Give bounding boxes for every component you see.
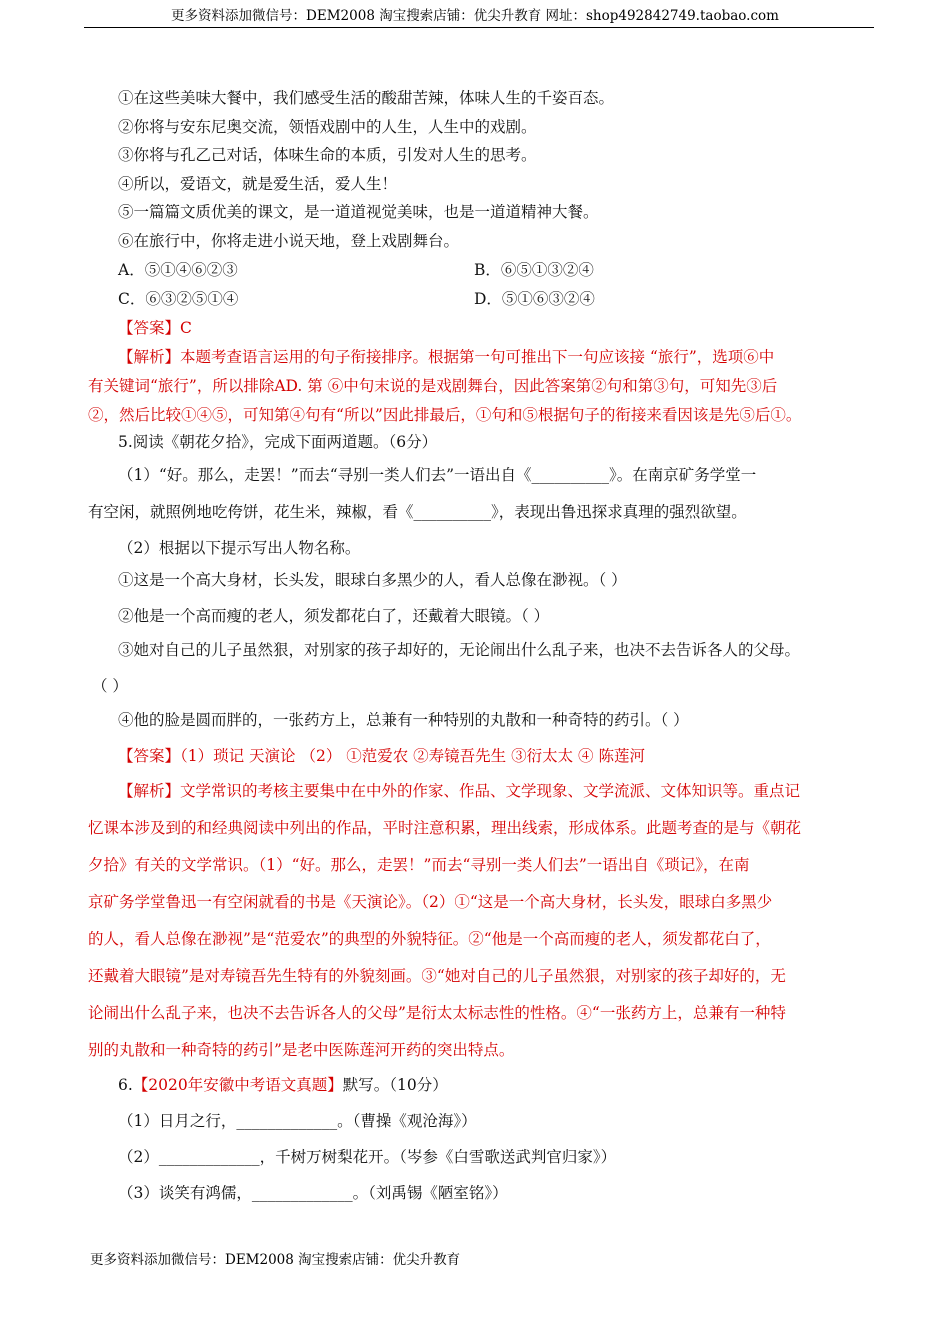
q4-analysis-line-3: ②，然后比较①④⑤，可知第④句有“所以”因此排最后，①句和⑤根据句子的衔接来看因该是先⑤后①。 bbox=[88, 406, 802, 424]
q5-analysis-line-3: 夕拾》有关的文学常识。（1）“好。那么，走罢！”而去“寻别一类人们去”一语出自《琐记》，在南 bbox=[88, 856, 750, 874]
q5-item-3: ③她对自己的儿子虽然狠，对别家的孩子却好的，无论闹出什么乱子来，也决不去告诉各人的父母。 bbox=[118, 641, 801, 659]
sentence-5: ⑤一篇篇文质优美的课文，是一道道视觉美味，也是一道道精神大餐。 bbox=[118, 203, 599, 221]
page-footer: 更多资料添加微信号：DEM2008 淘宝搜索店铺：优尖升教育 bbox=[90, 1252, 461, 1268]
q5-analysis-line-7: 论闹出什么乱子来，也决不去告诉各人的父母”是衍太太标志性的性格。④“一张药方上，总兼有一种特 bbox=[88, 1004, 786, 1022]
option-b: B．⑥⑤①③②④ bbox=[474, 261, 594, 279]
q5-answer: 【答案】（1）琐记 天演论 （2） ①范爱农 ②寿镜吾先生 ③衍太太 ④ 陈莲河 bbox=[118, 747, 645, 765]
q5-analysis-line-5: 的人，看人总像在渺视”是“范爱农”的典型的外貌特征。②“他是一个高而瘦的老人，须发都花白了， bbox=[88, 930, 771, 948]
q5-title: 5.阅读《朝花夕拾》，完成下面两道题。（6分） bbox=[118, 433, 438, 451]
q6-item-1: （1）日月之行，_____________。（曹操《观沧海》） bbox=[118, 1112, 477, 1130]
option-d: D．⑤①⑥③②④ bbox=[474, 290, 595, 308]
q5-analysis-line-1: 【解析】文学常识的考核主要集中在中外的作家、作品、文学现象、文学流派、文体知识等。重点记 bbox=[118, 782, 801, 800]
option-a: A．⑤①④⑥②③ bbox=[118, 261, 238, 279]
option-c: C．⑥③②⑤①④ bbox=[118, 290, 239, 308]
q5-analysis-line-8: 别的丸散和一种奇特的药引”是老中医陈莲河开药的突出特点。 bbox=[88, 1041, 515, 1059]
q5-item-1: ①这是一个高大身材，长头发，眼球白多黑少的人，看人总像在渺视。（ ） bbox=[118, 571, 627, 589]
sentence-2: ②你将与安东尼奥交流，领悟戏剧中的人生，人生中的戏剧。 bbox=[118, 118, 537, 136]
sentence-3: ③你将与孔乙己对话，体味生命的本质，引发对人生的思考。 bbox=[118, 146, 537, 164]
q4-analysis-line-2: 有关键词“旅行”，所以排除AD. 第 ⑥中句末说的是戏剧舞台，因此答案第②句和第③句，可知先③后 bbox=[88, 377, 778, 395]
q5-analysis-line-4: 京矿务学堂鲁迅一有空闲就看的书是《天演论》。（2）①“这是一个高大身材，长头发，眼球白多黑少 bbox=[88, 893, 773, 911]
q5-item-2: ②他是一个高而瘦的老人，须发都花白了，还戴着大眼镜。（ ） bbox=[118, 607, 550, 625]
page-header: 更多资料添加微信号：DEM2008 淘宝搜索店铺：优尖升教育 网址：shop492842749.taobao.com bbox=[171, 8, 779, 24]
q6-number: 6. bbox=[118, 1076, 133, 1094]
q6-item-3: （3）谈笑有鸿儒，_____________。（刘禹锡《陋室铭》） bbox=[118, 1184, 508, 1202]
q4-answer: 【答案】C bbox=[118, 319, 192, 337]
sentence-6: ⑥在旅行中，你将走进小说天地，登上戏剧舞台。 bbox=[118, 232, 460, 250]
q5-part2: （2）根据以下提示写出人物名称。 bbox=[118, 539, 361, 557]
q6-item-2: （2）_____________，千树万树梨花开。（岑参《白雪歌送武判官归家》） bbox=[118, 1148, 617, 1166]
sentence-4: ④所以，爱语文，就是爱生活，爱人生！ bbox=[118, 175, 398, 193]
q5-part1-line1: （1）“好。那么，走罢！”而去“寻别一类人们去”一语出自《__________》。在南京矿务学堂一 bbox=[118, 466, 757, 484]
q5-analysis-line-6: 还戴着大眼镜”是对寿镜吾先生特有的外貌刻画。③“她对自己的儿子虽然狠，对别家的孩子却好的，无 bbox=[88, 967, 786, 985]
sentence-1: ①在这些美味大餐中，我们感受生活的酸甜苦辣，体味人生的千姿百态。 bbox=[118, 89, 615, 107]
q5-item-4: ④他的脸是圆而胖的，一张药方上，总兼有一种特别的丸散和一种奇特的药引。（ ） bbox=[118, 711, 689, 729]
q5-item-3-blank: （ ） bbox=[92, 677, 128, 695]
q4-analysis-line-1: 【解析】本题考查语言运用的句子衔接排序。根据第一句可推出下一句应该接 “旅行”，选项⑥中 bbox=[118, 348, 775, 366]
header-divider bbox=[84, 27, 874, 28]
q6-source-tag: 【2020年安徽中考语文真题】 bbox=[132, 1076, 343, 1094]
q5-part1-line2: 有空闲，就照例地吃侉饼，花生米，辣椒，看《__________》，表现出鲁迅探求真理的强烈欲望。 bbox=[88, 503, 747, 521]
q5-analysis-line-2: 忆课本涉及到的和经典阅读中列出的作品，平时注意积累，理出线索，形成体系。此题考查的是与《朝花 bbox=[88, 819, 802, 837]
q6-instruction: 默写。（10分） bbox=[342, 1076, 448, 1094]
q6-title bbox=[118, 1075, 448, 1095]
